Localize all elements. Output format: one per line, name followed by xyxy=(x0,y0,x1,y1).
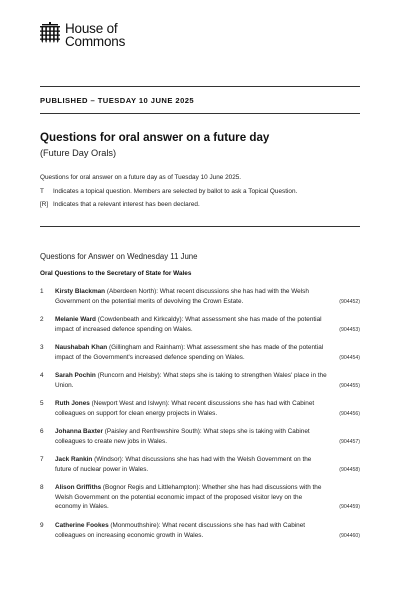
question-item xyxy=(40,521,360,540)
logo-line-1: House of xyxy=(65,21,118,36)
member-name: Alison Griffiths xyxy=(55,484,102,491)
question-item xyxy=(40,371,360,390)
question-number: 6 xyxy=(40,428,44,435)
published-date: PUBLISHED – TUESDAY 10 JUNE 2025 xyxy=(40,96,195,105)
question-reference: (904454) xyxy=(339,355,360,361)
key-description: Indicates that a relevant interest has been declared. xyxy=(53,201,200,208)
question-number: 1 xyxy=(40,288,44,295)
question-text: What recent discussions she has had with the Welsh Government on the potential merits of devolving the Crown Estate. xyxy=(55,288,309,305)
question-reference: (904453) xyxy=(339,327,360,333)
member-constituency: (Bognor Regis and Littlehampton): xyxy=(101,484,201,491)
key-description: Indicates a topical question. Members are selected by ballot to ask a Topical Question. xyxy=(53,188,298,195)
member-constituency: (Cowdenbeath and Kirkcaldy): xyxy=(95,316,184,323)
page-subtitle: (Future Day Orals) xyxy=(40,148,117,158)
question-reference: (904460) xyxy=(339,533,360,539)
question-reference: (904452) xyxy=(339,299,360,305)
member-constituency: (Aberdeen North): xyxy=(105,288,159,295)
question-text: What assessment she has made of the potential impact of increased defence spending on Wales. xyxy=(55,316,322,333)
question-item xyxy=(40,427,360,446)
logo-wordmark xyxy=(65,22,125,48)
member-name: Sarah Pochin xyxy=(55,372,96,379)
member-name: Johanna Baxter xyxy=(55,428,103,435)
question-item xyxy=(40,399,360,418)
question-number: 3 xyxy=(40,344,44,351)
question-number: 5 xyxy=(40,400,44,407)
member-constituency: (Runcorn and Helsby): xyxy=(95,372,162,379)
key-symbol: T xyxy=(40,188,44,195)
question-text: What recent discussions she has had with Cabinet colleagues on increasing economic growth in Wales. xyxy=(55,522,306,539)
question-text: What steps she is taking with Cabinet colleagues to create new jobs in Wales. xyxy=(55,428,310,445)
question-text: What recent discussions she has had with Cabinet colleagues on support for clean energy projects in Wales. xyxy=(55,400,315,417)
key-item-interest xyxy=(40,201,200,208)
question-item xyxy=(40,483,360,512)
member-constituency: (Paisley and Renfrewshire South): xyxy=(102,428,202,435)
question-number: 7 xyxy=(40,456,44,463)
section-heading: Questions for Answer on Wednesday 11 June xyxy=(40,252,198,261)
question-item xyxy=(40,455,360,474)
portcullis-icon xyxy=(40,22,60,44)
question-number: 8 xyxy=(40,484,44,491)
question-reference: (904457) xyxy=(339,439,360,445)
intro-text: Questions for oral answer on a future day as of Tuesday 10 June 2025. xyxy=(40,174,242,181)
member-constituency: (Gillingham and Rainham): xyxy=(107,344,185,351)
question-text: What assessment she has made of the potential impact of the Government's increased defence spending on Wales. xyxy=(55,344,324,361)
member-constituency: (Newport West and Islwyn): xyxy=(89,400,170,407)
page-title: Questions for oral answer on a future day xyxy=(40,131,270,144)
question-reference: (904458) xyxy=(339,467,360,473)
member-name: Melanie Ward xyxy=(55,316,96,323)
question-item xyxy=(40,287,360,306)
question-number: 2 xyxy=(40,316,44,323)
question-reference: (904455) xyxy=(339,383,360,389)
question-text: What steps she is taking to strengthen Wales' place in the Union. xyxy=(55,372,327,389)
member-constituency: (Windsor): xyxy=(92,456,124,463)
question-item xyxy=(40,343,360,362)
question-reference: (904456) xyxy=(339,411,360,417)
question-reference: (904459) xyxy=(339,504,360,510)
question-number: 4 xyxy=(40,372,44,379)
header-rule-bottom xyxy=(40,113,360,114)
question-number: 9 xyxy=(40,522,44,529)
department-heading: Oral Questions to the Secretary of State for Wales xyxy=(40,270,192,277)
key-item-topical xyxy=(40,188,297,195)
member-name: Naushabah Khan xyxy=(55,344,108,351)
logo-line-2: Commons xyxy=(65,34,126,49)
member-name: Kirsty Blackman xyxy=(55,288,106,295)
member-name: Ruth Jones xyxy=(55,400,90,407)
question-item xyxy=(40,315,360,334)
section-rule xyxy=(40,226,360,227)
question-text: What discussions she has had with the Welsh Government on the future of nuclear power in Wales. xyxy=(55,456,312,473)
member-name: Catherine Fookes xyxy=(55,522,109,529)
key-symbol: [R] xyxy=(40,201,49,208)
header-rule-top xyxy=(40,86,360,87)
member-name: Jack Rankin xyxy=(55,456,93,463)
member-constituency: (Monmouthshire): xyxy=(108,522,161,529)
question-text: Whether she has had discussions with the Welsh Government on the potential economic impact of the proposed visitor levy on the economy in Wales. xyxy=(55,484,322,510)
house-of-commons-logo xyxy=(40,22,125,48)
